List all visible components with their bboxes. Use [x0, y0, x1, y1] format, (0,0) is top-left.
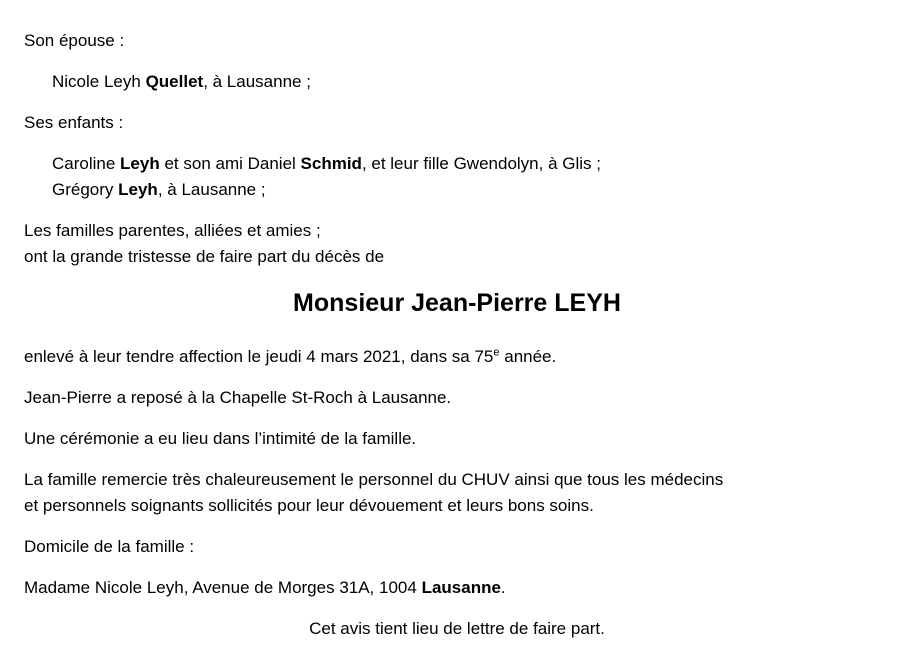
closing-line	[24, 616, 890, 642]
text-run: Les familles parentes, alliées et amies ;	[24, 221, 321, 240]
text-run: .	[500, 578, 506, 597]
text-run: , à Lausanne ;	[157, 180, 266, 199]
text-run: Nicole Leyh	[52, 72, 146, 91]
text-run: Cet avis tient lieu de lettre de faire part.	[309, 619, 605, 638]
text-run: e	[493, 346, 500, 359]
text-run: Jean-Pierre a reposé à la Chapelle St-Roch à Lausanne.	[24, 388, 452, 407]
text-run: La famille remercie très chaleureusement le personnel du CHUV ainsi que tous les médecins	[24, 470, 724, 489]
text-run: Schmid	[300, 154, 362, 173]
text-run: Son épouse :	[24, 31, 125, 50]
children-names	[24, 151, 890, 203]
text-run: et personnels soignants sollicités pour leur dévouement et leurs bons soins.	[24, 496, 594, 515]
deceased-name-title	[24, 288, 890, 318]
text-run: année.	[499, 347, 557, 366]
spouse-name	[24, 69, 890, 95]
death-date-line	[24, 344, 890, 370]
text-run: et son ami Daniel	[159, 154, 301, 173]
text-run: , et leur fille Gwendolyn, à Glis ;	[361, 154, 601, 173]
text-run: Madame Nicole Leyh, Avenue de Morges 31A, 1004	[24, 578, 422, 597]
spouse-label	[24, 28, 890, 54]
thanks-paragraph	[24, 467, 890, 519]
text-run: , à Lausanne ;	[203, 72, 311, 91]
text-run: Monsieur Jean-Pierre LEYH	[293, 289, 621, 317]
text-run: Domicile de la famille :	[24, 537, 195, 556]
text-run: Quellet	[145, 72, 204, 91]
family-address	[24, 575, 890, 601]
text-run: Lausanne	[421, 578, 501, 597]
text-run: enlevé à leur tendre affection le jeudi 4 mars 2021, dans sa 75	[24, 347, 494, 366]
children-label	[24, 110, 890, 136]
families-intro	[24, 218, 890, 270]
family-home-label	[24, 534, 890, 560]
text-run: ont la grande tristesse de faire part du décès de	[24, 247, 385, 266]
text-run: Ses enfants :	[24, 113, 124, 132]
text-run: Leyh	[118, 180, 158, 199]
text-run: Leyh	[120, 154, 160, 173]
text-run: Grégory	[52, 180, 119, 199]
text-run: Caroline	[52, 154, 121, 173]
text-run: Une cérémonie a eu lieu dans l’intimité de la famille.	[24, 429, 417, 448]
ceremony-line	[24, 426, 890, 452]
repose-line	[24, 385, 890, 411]
